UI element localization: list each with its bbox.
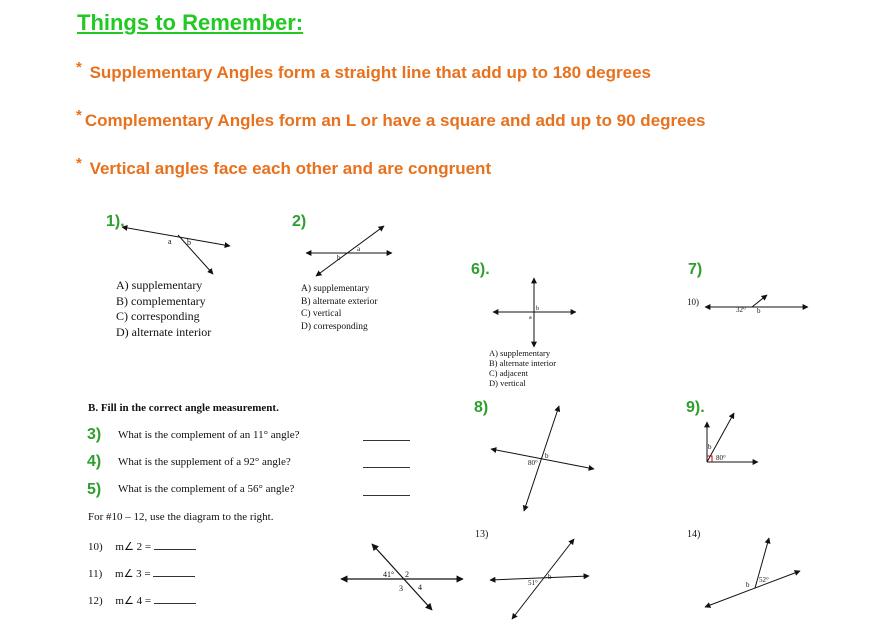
problem-14-number: 14)	[687, 529, 701, 540]
answer-blank-4[interactable]	[363, 455, 410, 468]
question-3-number: 3)	[87, 426, 102, 443]
angle-label-a: a	[168, 237, 172, 246]
angle-label-32: 32°	[736, 306, 746, 314]
bullet-star: *	[76, 59, 82, 76]
problem-8-number: 8)	[474, 399, 489, 416]
angle-label-2: 2	[405, 570, 409, 579]
angle-label-b: b	[187, 238, 191, 247]
measure-text: m∠ 2 =	[115, 541, 152, 553]
problem-1-number: 1).	[106, 213, 125, 230]
answer-blank-11[interactable]	[153, 566, 195, 577]
question-3-text: What is the complement of an 11° angle?	[118, 429, 300, 441]
measure-number: 10)	[88, 541, 103, 553]
angle-label-80: 80°	[716, 454, 726, 462]
choice-d: D) alternate interior	[116, 324, 212, 339]
answer-blank-10[interactable]	[154, 539, 196, 550]
choice-b: B) alternate interior	[489, 358, 557, 368]
problem-7-number: 7)	[688, 261, 703, 278]
diagram-problem-13	[490, 539, 589, 619]
bullet-star: *	[76, 155, 82, 172]
diagram-problem-2	[306, 226, 392, 276]
rule-text: Complementary Angles form an L or have a square and add up to 90 degrees	[84, 111, 706, 130]
rule-text: Supplementary Angles form a straight line that add up to 180 degrees	[84, 63, 651, 82]
diagram-problem-7	[705, 295, 808, 315]
angle-label-b: b	[548, 573, 552, 581]
measure-number: 11)	[88, 568, 103, 580]
angle-label-4: 4	[418, 583, 422, 592]
angle-label-a: a	[357, 245, 361, 253]
angle-label-b: b	[708, 443, 712, 451]
choice-c: C) corresponding	[116, 309, 200, 323]
choice-b: B) alternate exterior	[301, 296, 378, 307]
measure-number: 12)	[88, 595, 103, 607]
measure-10	[88, 539, 196, 553]
section-b-heading: B. Fill in the correct angle measurement.	[88, 402, 279, 414]
diagram-problems-10-12	[341, 544, 463, 610]
angle-label-80: 80°	[528, 459, 538, 467]
measure-11	[88, 566, 195, 580]
problem-7-sub-number: 10)	[687, 297, 699, 307]
choice-a: A) supplementary	[301, 284, 370, 294]
instruction-text: For #10 – 12, use the diagram to the right.	[88, 511, 274, 523]
problem-6-number: 6).	[471, 261, 490, 278]
angle-label-41: 41°	[383, 570, 395, 579]
answer-blank-3[interactable]	[363, 428, 410, 441]
diagram-problem-8	[491, 406, 594, 511]
question-4-number: 4)	[87, 453, 102, 470]
bullet-star: *	[76, 107, 82, 124]
problem-1-choices	[116, 278, 211, 340]
angle-label-b: b	[757, 307, 761, 315]
measure-text: m∠ 3 =	[115, 568, 151, 580]
angle-label-3: 3	[399, 584, 403, 593]
measure-12	[88, 593, 196, 607]
question-5-text: What is the complement of a 56° angle?	[118, 483, 295, 495]
angle-label-52: 52°	[759, 576, 769, 584]
problem-9-number: 9).	[686, 399, 705, 416]
diagram-problem-6	[493, 278, 576, 347]
diagram-problem-1	[122, 227, 230, 274]
answer-blank-5[interactable]	[363, 483, 410, 496]
angle-label-b: b	[536, 306, 539, 312]
choice-b: B) complementary	[116, 293, 206, 308]
measure-text: m∠ 4 =	[115, 595, 152, 607]
problem-6-choices	[489, 348, 556, 388]
problem-2-number: 2)	[292, 213, 307, 230]
choice-d: D) vertical	[489, 378, 526, 388]
angle-label-b: b	[746, 581, 750, 589]
choice-a: A) supplementary	[116, 278, 203, 292]
diagram-problem-9	[707, 413, 758, 462]
page-title: Things to Remember:	[77, 10, 304, 35]
diagram-problem-14	[705, 538, 800, 607]
problem-13-number: 13)	[475, 529, 489, 540]
angle-label-51: 51°	[528, 579, 538, 587]
question-5-number: 5)	[87, 481, 102, 498]
problem-2-choices	[301, 283, 378, 333]
rule-text: Vertical angles face each other and are congruent	[84, 159, 492, 178]
answer-blank-12[interactable]	[154, 593, 196, 604]
choice-a: A) supplementary	[489, 348, 551, 358]
question-4-text: What is the supplement of a 92° angle?	[118, 456, 291, 468]
angle-label-a: a	[529, 315, 532, 321]
choice-c: C) adjacent	[489, 368, 528, 378]
choice-d: D) corresponding	[301, 321, 368, 332]
angle-label-b: b	[337, 254, 341, 262]
choice-c: C) vertical	[301, 309, 342, 319]
angle-label-b: b	[545, 452, 549, 460]
